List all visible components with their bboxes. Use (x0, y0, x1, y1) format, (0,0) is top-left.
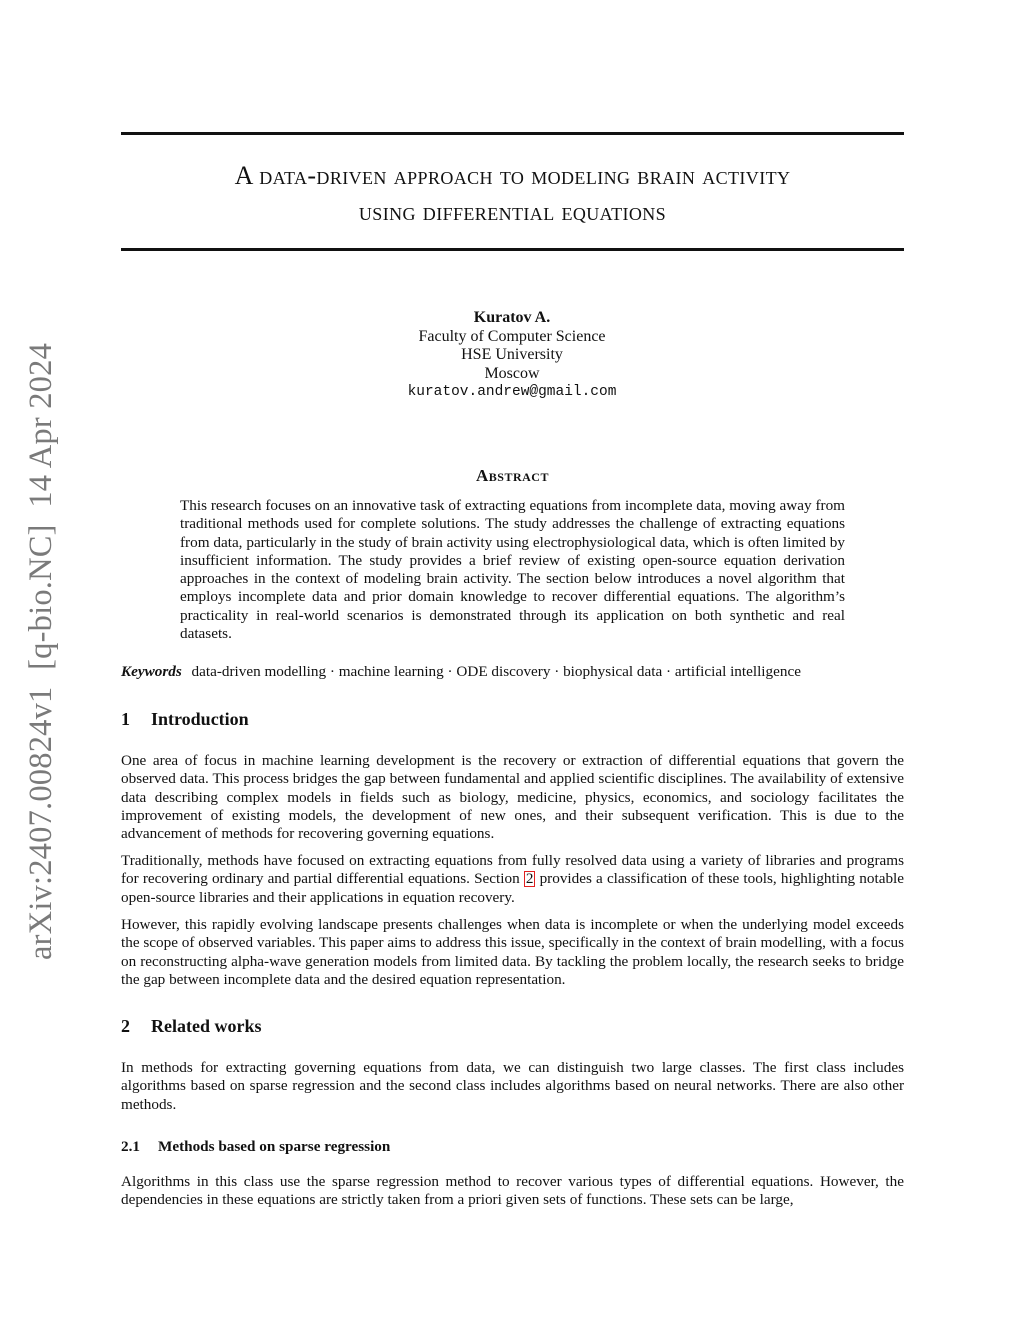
keywords-list: data-driven modelling · machine learning · ODE discovery · biophysical data · artificial intelligence (191, 663, 801, 680)
abstract-heading: Abstract (476, 466, 549, 485)
subsection-sparse-regression-heading (121, 1138, 904, 1156)
title-bottom-rule (121, 248, 904, 251)
section-title: Related works (151, 1016, 262, 1036)
intro-paragraph-2-text-end: provides a classification of these tools, highlighting notable open-source libraries and their applications in equation recovery. (121, 870, 904, 906)
abstract-text: This research focuses on an innovative task of extracting equations from incomplete data, moving away from traditional methods used for complete solutions. The study addresses the challenge of extracting equations from data, particularly in the study of brain activity using electrophysiological data, which is often limited by insufficient information. The study provides a brief review of existing open-source equation derivation approaches in the context of modeling brain activity. The section below introduces a novel algorithm that employs incomplete data and prior domain knowledge to recover differential equations. The algorithm’s practicality in real-world scenarios is demonstrated through its application on both synthetic and real datasets. (180, 497, 845, 643)
arxiv-identifier-stamp: arXiv:2407.00824v1 [q-bio.NC] 14 Apr 2024 (23, 342, 59, 960)
subsection-number: 2.1 (121, 1138, 140, 1155)
related-works-paragraph-1: In methods for extracting governing equations from data, we can distinguish two large classes. The first class includes algorithms based on sparse regression and the second class includes algorithms based on neural networks. There are also other methods. (121, 1059, 904, 1113)
section-introduction-heading (121, 709, 904, 730)
paper-title-line-1: A data-driven approach to modeling brain activity (234, 161, 791, 190)
author-faculty: Faculty of Computer Science (418, 327, 606, 345)
author-email: kuratov.andrew@gmail.com (407, 384, 617, 400)
title-top-rule (121, 132, 904, 135)
section-title: Introduction (151, 709, 249, 729)
intro-paragraph-3: However, this rapidly evolving landscape presents challenges when data is incomplete or when the underlying model exceeds the scope of observed variables. This paper aims to address this issue, specifically in the context of brain modelling, with a focus on reconstructing alpha-wave generation models from limited data. By tackling the problem locally, the research seeks to bridge the gap between incomplete data and the desired equation representation. (121, 916, 904, 988)
section-reference-link[interactable]: 2 (525, 870, 534, 888)
author-name: Kuratov A. (473, 309, 551, 326)
paper-title (121, 158, 904, 230)
section-number: 1 (121, 709, 130, 729)
intro-paragraph-2-text: Traditionally, methods have focused on extracting equations from fully resolved data using a variety of libraries and programs for recovering ordinary and partial differential equations. Section (121, 852, 904, 888)
subsection-title: Methods based on sparse regression (158, 1138, 391, 1155)
paper-title-line-2: using differential equations (358, 197, 667, 226)
intro-paragraph-2 (121, 852, 904, 907)
section-related-works-heading (121, 1016, 904, 1037)
keywords-line (121, 663, 904, 681)
author-block (262, 309, 762, 402)
author-city: Moscow (484, 364, 540, 382)
keywords-label: Keywords (121, 663, 182, 680)
author-university: HSE University (461, 346, 563, 363)
section-number: 2 (121, 1016, 130, 1036)
intro-paragraph-1: One area of focus in machine learning development is the recovery or extraction of differential equations that govern the observed data. This process bridges the gap between fundamental and applied scientific disciplines. The availability of extensive data describing complex models in fields such as biology, medicine, physics, economics, and sociology facilitates the improvement of existing models, the development of new ones, and their subsequent verification. This is due to the advancement of methods for recovering governing equations. (121, 752, 904, 843)
sparse-regression-paragraph-1: Algorithms in this class use the sparse regression method to recover various types of differential equations. However, the dependencies in these equations are strictly taken from a priori given sets of functions. These sets can be large, (121, 1173, 904, 1209)
